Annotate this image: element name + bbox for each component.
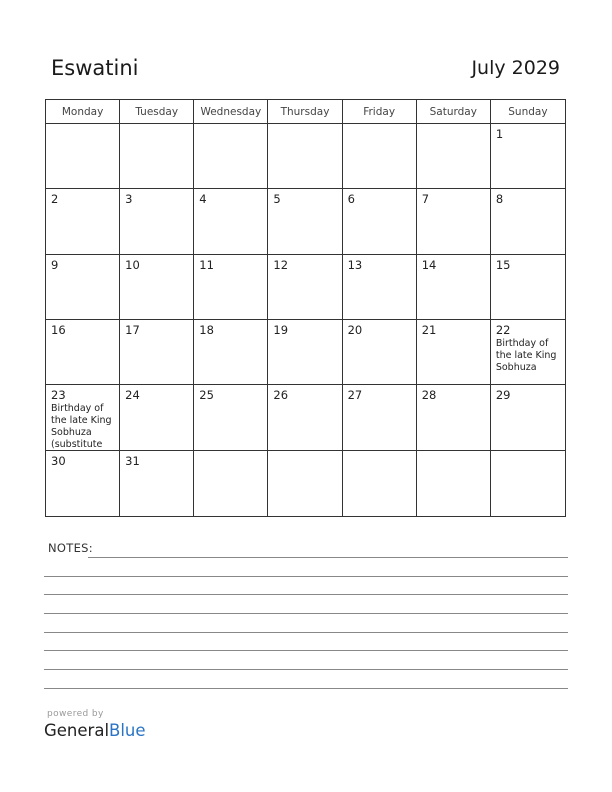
day-number: 1: [495, 127, 504, 141]
day-number: 8: [495, 192, 504, 207]
day-cell[interactable]: [46, 124, 120, 189]
day-cell[interactable]: [120, 385, 194, 450]
day-cell[interactable]: [194, 320, 268, 385]
weekday-header: Thursday: [268, 100, 342, 124]
day-cell[interactable]: [120, 124, 194, 189]
day-number: 23: [51, 388, 66, 403]
day-cell[interactable]: [120, 255, 194, 320]
day-number: 24: [125, 388, 140, 403]
note-line: [44, 576, 568, 577]
day-cell[interactable]: [268, 124, 342, 189]
day-number: 9: [51, 257, 59, 272]
day-cell[interactable]: [343, 451, 417, 516]
brand-general-text: General: [44, 721, 110, 740]
day-cell[interactable]: [268, 189, 342, 254]
day-number: 7: [421, 192, 430, 207]
day-number: 13: [347, 257, 363, 272]
day-cell[interactable]: [343, 255, 417, 320]
day-cell[interactable]: [120, 320, 194, 385]
day-cell[interactable]: [194, 385, 268, 450]
day-cell[interactable]: [46, 255, 120, 320]
day-cell[interactable]: [343, 124, 417, 189]
day-number: 15: [495, 257, 511, 272]
weekday-header: Sunday: [491, 100, 565, 124]
day-number: 26: [273, 388, 289, 403]
day-number: 20: [347, 323, 363, 337]
day-cell[interactable]: [417, 189, 491, 254]
day-cell[interactable]: [268, 320, 342, 385]
day-cell[interactable]: [491, 189, 565, 254]
day-cell[interactable]: [417, 451, 491, 516]
day-number: 29: [495, 388, 511, 403]
calendar-grid: [45, 99, 566, 517]
month-year-title: July 2029: [471, 57, 560, 79]
day-cell[interactable]: [46, 189, 120, 254]
day-cell[interactable]: [268, 255, 342, 320]
day-cell[interactable]: [194, 124, 268, 189]
weekday-header: Saturday: [417, 100, 491, 124]
day-number: 16: [51, 323, 66, 337]
notes-label: NOTES:: [48, 541, 93, 555]
day-number: 30: [51, 453, 66, 468]
day-number: 5: [273, 192, 281, 207]
day-number: 19: [273, 323, 289, 337]
day-number: 28: [421, 388, 437, 403]
country-title: Eswatini: [51, 56, 139, 80]
day-number: 14: [421, 257, 437, 272]
day-number: 12: [273, 257, 289, 272]
note-line: [44, 613, 568, 614]
weekday-header: Monday: [46, 100, 120, 124]
day-cell[interactable]: [120, 451, 194, 516]
day-number: 6: [347, 192, 355, 207]
powered-by-text: powered by: [47, 709, 104, 719]
day-number: 27: [347, 388, 363, 403]
weekday-header: Tuesday: [120, 100, 194, 124]
day-cell[interactable]: [343, 189, 417, 254]
day-cell[interactable]: [491, 320, 565, 385]
day-cell[interactable]: [46, 385, 120, 450]
note-line: [44, 688, 568, 689]
day-cell[interactable]: [491, 451, 565, 516]
day-cell[interactable]: [268, 385, 342, 450]
day-number: 2: [51, 192, 59, 207]
weekday-header: Friday: [343, 100, 417, 124]
day-cell[interactable]: [417, 124, 491, 189]
day-number: 4: [199, 192, 207, 207]
day-number: 11: [199, 257, 214, 272]
day-number: 3: [125, 192, 133, 207]
day-number: 31: [125, 453, 140, 468]
day-cell[interactable]: [491, 124, 565, 189]
brand-logo[interactable]: [44, 721, 146, 740]
day-cell[interactable]: [120, 189, 194, 254]
day-number: 25: [199, 388, 214, 403]
day-cell[interactable]: [417, 255, 491, 320]
day-cell[interactable]: [46, 320, 120, 385]
holiday-label: Birthday of the late King Sobhuza (substitute: [51, 403, 112, 451]
day-cell[interactable]: [343, 385, 417, 450]
note-line: [88, 557, 568, 558]
day-cell[interactable]: [194, 451, 268, 516]
note-line: [44, 650, 568, 651]
day-number: 22: [495, 323, 511, 337]
note-line: [44, 632, 568, 633]
note-line: [44, 669, 568, 670]
holiday-label: Birthday of the late King Sobhuza: [495, 338, 557, 373]
day-cell[interactable]: [491, 385, 565, 450]
day-cell[interactable]: [491, 255, 565, 320]
day-cell[interactable]: [417, 385, 491, 450]
day-cell[interactable]: [417, 320, 491, 385]
weekday-header: Wednesday: [194, 100, 268, 124]
day-number: 17: [125, 323, 140, 337]
day-cell[interactable]: [194, 189, 268, 254]
day-cell[interactable]: [268, 451, 342, 516]
day-cell[interactable]: [46, 451, 120, 516]
note-line: [44, 594, 568, 595]
day-cell[interactable]: [194, 255, 268, 320]
day-number: 18: [199, 323, 214, 337]
day-cell[interactable]: [343, 320, 417, 385]
day-number: 21: [421, 323, 437, 337]
day-number: 10: [125, 257, 140, 272]
brand-blue-text: Blue: [109, 721, 146, 740]
